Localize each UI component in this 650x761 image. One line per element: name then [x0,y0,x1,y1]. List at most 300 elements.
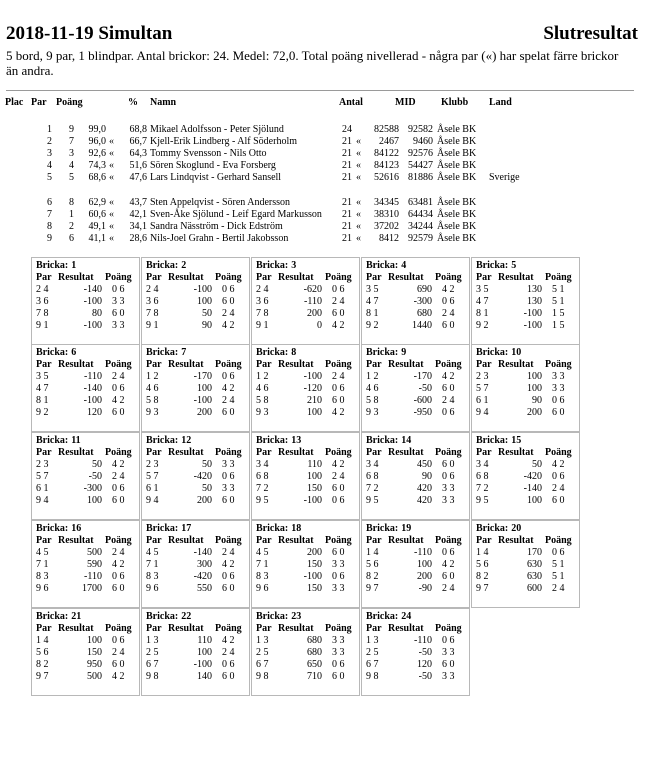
board-number: 21 [71,611,82,622]
board-pair: 3 5 [36,371,49,382]
board-header-par: Par [146,447,162,458]
board-header-par: Par [256,272,272,283]
board-result: -950 [413,407,432,418]
board-label: Bricka: [256,611,289,622]
header-divider [6,90,634,91]
board-result: 50 [202,459,212,470]
percent: 47,6 [129,172,147,183]
board-header-poang: Poäng [435,359,462,370]
board-header-par: Par [366,623,382,634]
board-result: -420 [193,571,212,582]
board-title [476,260,516,271]
board-header-poang: Poäng [435,623,462,634]
board-pair: 9 1 [256,320,269,331]
board-header-resultat: Resultat [278,623,314,634]
board-pair: 8 2 [36,659,49,670]
board-result: 150 [307,559,322,570]
reduced-boards-mark: « [109,148,114,159]
board-label: Bricka: [146,347,179,358]
board-points: 6 0 [112,495,125,506]
reduced-boards-mark: « [109,136,114,147]
board-points: 6 0 [112,659,125,670]
board-points: 0 6 [442,635,455,646]
board-label: Bricka: [476,347,509,358]
board-header-resultat: Resultat [498,447,534,458]
placement: 6 [47,197,52,208]
pair-names: Nils-Joel Grahn - Bertil Jakobsson [150,233,289,244]
reduced-boards-mark: « [109,209,114,220]
board-pair: 9 8 [256,671,269,682]
board-5 [471,257,580,345]
board-points: 1 5 [552,320,565,331]
board-points: 3 3 [332,635,345,646]
member-id-2: 9460 [413,136,433,147]
board-pair: 6 1 [476,395,489,406]
board-result: 90 [202,320,212,331]
board-result: 100 [307,407,322,418]
board-header-poang: Poäng [435,535,462,546]
board-result: 950 [87,659,102,670]
board-7 [141,344,250,432]
board-label: Bricka: [476,435,509,446]
board-points: 0 6 [552,395,565,406]
pair-number: 8 [69,197,74,208]
placement: 5 [47,172,52,183]
board-pair: 5 7 [476,383,489,394]
board-pair: 8 1 [36,395,49,406]
board-header-resultat: Resultat [168,623,204,634]
board-header-poang: Poäng [105,359,132,370]
board-number: 17 [181,523,192,534]
board-result: 110 [307,459,322,470]
board-result: -300 [83,483,102,494]
board-pair: 3 6 [36,296,49,307]
board-pair: 2 4 [256,284,269,295]
board-header-par: Par [146,359,162,370]
board-points: 2 4 [332,296,345,307]
board-header-resultat: Resultat [278,272,314,283]
board-label: Bricka: [256,347,289,358]
board-pair: 2 4 [36,284,49,295]
placement: 3 [47,148,52,159]
board-21 [31,608,140,696]
board-header-resultat: Resultat [388,447,424,458]
board-points: 0 6 [112,483,125,494]
pair-number: 3 [69,148,74,159]
pair-names: Sven-Åke Sjölund - Leif Egard Markusson [150,209,322,220]
board-result: -50 [418,383,432,394]
board-result: 100 [417,559,432,570]
board-header-resultat: Resultat [58,535,94,546]
reduced-boards-mark: « [109,197,114,208]
board-count-mark: « [356,148,361,159]
board-title [366,260,406,271]
board-count: 21 [342,136,352,147]
board-1 [31,257,140,345]
board-points: 6 0 [442,659,455,670]
board-result: -110 [84,371,102,382]
col-header-klubb: Klubb [441,97,469,108]
board-points: 1 5 [552,308,565,319]
club: Åsele BK [437,197,477,208]
club: Åsele BK [437,209,477,220]
col-header-antal: Antal [339,97,363,108]
reduced-boards-mark: « [109,221,114,232]
board-header-poang: Poäng [215,535,242,546]
board-header-resultat: Resultat [58,359,94,370]
board-header-poang: Poäng [325,447,352,458]
board-points: 6 0 [442,571,455,582]
percent: 51,6 [129,160,147,171]
board-pair: 9 7 [366,583,379,594]
member-id-2: 81886 [408,172,433,183]
board-pair: 8 1 [476,308,489,319]
board-pair: 8 3 [146,571,159,582]
board-points: 0 6 [112,635,125,646]
board-pair: 4 5 [36,547,49,558]
board-points: 0 6 [332,495,345,506]
board-pair: 7 8 [36,308,49,319]
board-result: -100 [303,571,322,582]
board-pair: 4 6 [256,383,269,394]
board-points: 6 0 [332,547,345,558]
board-result: 100 [197,383,212,394]
board-11 [31,432,140,520]
board-points: 2 4 [442,395,455,406]
board-result: 210 [307,395,322,406]
board-result: -90 [418,583,432,594]
member-id-1: 37202 [374,221,399,232]
board-pair: 6 1 [146,483,159,494]
board-points: 3 3 [332,559,345,570]
board-result: 0 [317,320,322,331]
board-result: 590 [87,559,102,570]
board-header-resultat: Resultat [168,272,204,283]
score: 96,0 [88,136,106,147]
board-pair: 3 4 [476,459,489,470]
board-10 [471,344,580,432]
board-result: 120 [87,407,102,418]
board-result: 50 [202,308,212,319]
board-pair: 9 3 [256,407,269,418]
board-result: 200 [527,407,542,418]
member-id-2: 64434 [408,209,433,220]
board-pair: 9 4 [146,495,159,506]
reduced-boards-mark: « [109,160,114,171]
board-pair: 5 6 [366,559,379,570]
member-id-2: 34244 [408,221,433,232]
board-number: 8 [291,347,297,358]
board-result: -100 [83,320,102,331]
board-pair: 6 1 [36,483,49,494]
board-points: 6 0 [442,383,455,394]
board-header-par: Par [476,359,492,370]
board-title [36,347,76,358]
member-id-1: 38310 [374,209,399,220]
board-header-resultat: Resultat [278,535,314,546]
board-result: -120 [303,383,322,394]
board-title [146,523,191,534]
board-count: 21 [342,197,352,208]
board-points: 4 2 [112,459,125,470]
board-points: 3 3 [112,320,125,331]
board-header-resultat: Resultat [388,272,424,283]
board-result: -50 [418,647,432,658]
board-pair: 9 1 [36,320,49,331]
board-pair: 5 6 [476,559,489,570]
board-points: 4 2 [332,459,345,470]
board-pair: 2 3 [476,371,489,382]
board-13 [251,432,360,520]
board-points: 0 6 [112,571,125,582]
board-pair: 6 8 [366,471,379,482]
board-header-poang: Poäng [325,359,352,370]
board-22 [141,608,250,696]
board-points: 3 3 [442,495,455,506]
board-points: 2 4 [222,547,235,558]
pair-names: Mikael Adolfsson - Peter Sjölund [150,124,284,135]
reduced-boards-mark: « [109,233,114,244]
board-count-mark: « [356,136,361,147]
member-id-2: 92576 [408,148,433,159]
board-pair: 9 3 [146,407,159,418]
board-18 [251,520,360,608]
board-result: 170 [527,547,542,558]
board-points: 6 0 [552,407,565,418]
board-label: Bricka: [256,260,289,271]
placement: 8 [47,221,52,232]
board-result: 50 [532,459,542,470]
percent: 68,8 [129,124,147,135]
board-header-par: Par [146,272,162,283]
board-header-resultat: Resultat [278,359,314,370]
board-header-par: Par [146,535,162,546]
board-result: 140 [197,671,212,682]
board-result: 200 [307,547,322,558]
board-pair: 9 2 [476,320,489,331]
board-number: 9 [401,347,407,358]
board-header-poang: Poäng [215,623,242,634]
board-points: 2 4 [442,583,455,594]
board-header-resultat: Resultat [168,359,204,370]
board-header-par: Par [256,447,272,458]
board-header-par: Par [366,272,382,283]
score: 74,3 [88,160,106,171]
board-result: 100 [527,495,542,506]
board-title [476,347,521,358]
board-points: 4 2 [112,671,125,682]
member-id-1: 2467 [379,136,399,147]
board-points: 2 4 [112,371,125,382]
board-title [36,260,76,271]
board-points: 6 0 [112,583,125,594]
board-number: 1 [71,260,77,271]
board-result: 1440 [412,320,432,331]
board-points: 2 4 [112,647,125,658]
board-points: 4 2 [112,395,125,406]
board-pair: 8 3 [36,571,49,582]
board-points: 5 1 [552,559,565,570]
board-result: -600 [413,395,432,406]
board-header-par: Par [36,447,52,458]
board-pair: 4 5 [256,547,269,558]
board-result: -100 [523,308,542,319]
board-header-poang: Poäng [325,272,352,283]
board-number: 15 [511,435,522,446]
board-result: 200 [307,308,322,319]
board-label: Bricka: [256,435,289,446]
board-pair: 4 7 [36,383,49,394]
board-label: Bricka: [366,347,399,358]
board-count-mark: « [356,209,361,220]
member-id-1: 82588 [374,124,399,135]
board-pair: 1 4 [366,547,379,558]
board-pair: 9 2 [36,407,49,418]
board-points: 5 1 [552,571,565,582]
board-points: 6 0 [222,583,235,594]
board-pair: 8 1 [366,308,379,319]
pair-names: Kjell-Erik Lindberg - Alf Söderholm [150,136,298,147]
board-header-poang: Poäng [105,535,132,546]
board-pair: 9 7 [476,583,489,594]
board-pair: 1 3 [366,635,379,646]
board-result: 650 [307,659,322,670]
board-pair: 7 1 [36,559,49,570]
percent: 42,1 [129,209,147,220]
board-points: 6 0 [222,407,235,418]
board-points: 3 3 [332,583,345,594]
board-pair: 4 6 [146,383,159,394]
board-points: 5 1 [552,284,565,295]
board-header-par: Par [36,359,52,370]
board-points: 0 6 [222,471,235,482]
member-id-1: 34345 [374,197,399,208]
board-result: -110 [84,571,102,582]
board-header-poang: Poäng [545,272,572,283]
board-count: 21 [342,148,352,159]
board-number: 6 [71,347,77,358]
board-points: 2 4 [442,308,455,319]
board-pair: 7 8 [146,308,159,319]
board-number: 20 [511,523,522,534]
board-pair: 3 5 [366,284,379,295]
board-title [36,435,81,446]
board-result: -140 [83,284,102,295]
report-header [6,23,638,78]
board-result: -100 [83,395,102,406]
board-points: 6 0 [222,296,235,307]
board-result: -300 [413,296,432,307]
board-result: 120 [417,659,432,670]
board-points: 4 2 [222,383,235,394]
board-pair: 5 6 [36,647,49,658]
board-title [256,435,301,446]
board-result: 90 [532,395,542,406]
board-header-poang: Poäng [105,447,132,458]
board-points: 3 3 [442,671,455,682]
board-6 [31,344,140,432]
board-number: 3 [291,260,297,271]
col-header-poang: Poäng [56,97,83,108]
board-pair: 1 4 [476,547,489,558]
board-pair: 8 3 [256,571,269,582]
board-23 [251,608,360,696]
col-header-mid: MID [395,97,416,108]
board-points: 0 6 [442,471,455,482]
board-result: 500 [87,547,102,558]
board-result: 130 [527,284,542,295]
board-points: 0 6 [332,571,345,582]
board-result: 630 [527,559,542,570]
board-header-resultat: Resultat [278,447,314,458]
club: Åsele BK [437,160,477,171]
board-points: 0 6 [222,371,235,382]
board-label: Bricka: [146,611,179,622]
board-points: 4 2 [442,284,455,295]
board-header-poang: Poäng [215,272,242,283]
score: 49,1 [88,221,106,232]
board-header-par: Par [476,272,492,283]
board-label: Bricka: [256,523,289,534]
board-points: 6 0 [332,671,345,682]
board-result: 630 [527,571,542,582]
board-title [146,435,191,446]
board-count: 21 [342,221,352,232]
board-points: 0 6 [442,296,455,307]
board-points: 6 0 [112,308,125,319]
board-count: 21 [342,160,352,171]
board-result: 100 [527,383,542,394]
board-result: 420 [417,495,432,506]
placement: 9 [47,233,52,244]
club: Åsele BK [437,124,477,135]
board-title [366,523,411,534]
board-14 [361,432,470,520]
board-header-poang: Poäng [325,623,352,634]
board-title [256,611,301,622]
board-3 [251,257,360,345]
board-pair: 6 7 [146,659,159,670]
board-pair: 8 2 [366,571,379,582]
board-title [256,523,301,534]
board-points: 0 6 [222,284,235,295]
board-points: 6 0 [112,407,125,418]
board-points: 3 3 [332,647,345,658]
col-header-land: Land [489,97,512,108]
placement: 7 [47,209,52,220]
board-result: -100 [193,395,212,406]
board-points: 4 2 [222,320,235,331]
board-header-resultat: Resultat [498,535,534,546]
percent: 28,6 [129,233,147,244]
board-pair: 2 3 [146,459,159,470]
board-result: 1700 [82,583,102,594]
board-points: 2 4 [222,395,235,406]
board-number: 7 [181,347,187,358]
board-result: -140 [523,483,542,494]
board-points: 2 4 [332,371,345,382]
board-count: 24 [342,124,352,135]
board-result: 130 [527,296,542,307]
board-points: 0 6 [222,659,235,670]
club: Åsele BK [437,148,477,159]
board-title [256,260,296,271]
board-result: 690 [417,284,432,295]
board-19 [361,520,470,608]
board-header-poang: Poäng [435,272,462,283]
score: 62,9 [88,197,106,208]
board-points: 3 3 [442,483,455,494]
